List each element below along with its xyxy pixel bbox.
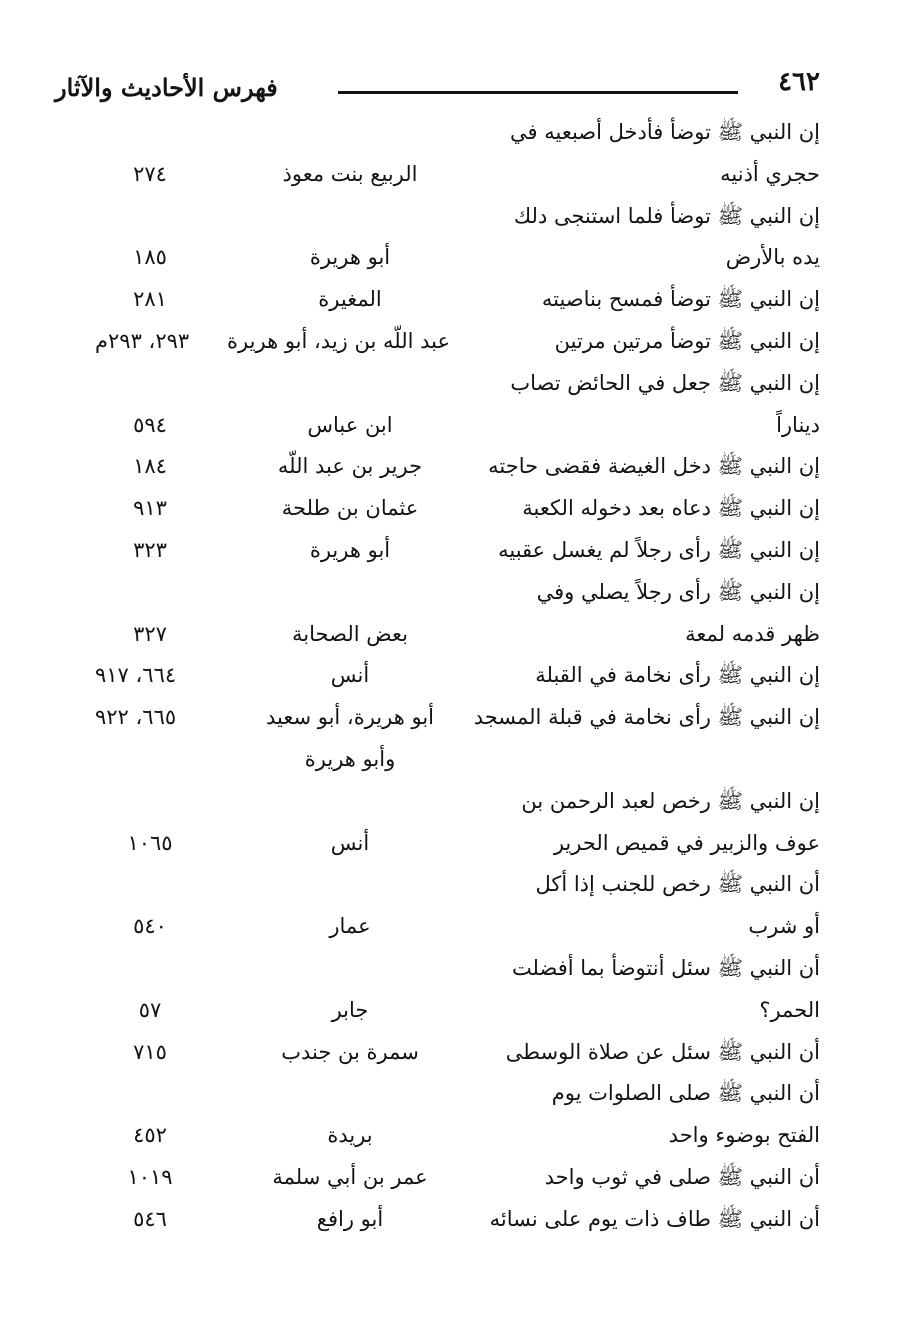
- index-entry-row: [95, 112, 820, 154]
- page-reference: ٤٥٢: [133, 1123, 167, 1148]
- index-entry-row: [95, 363, 820, 405]
- narrator-name: أبو هريرة: [309, 537, 391, 562]
- index-entry-row: [95, 405, 820, 447]
- page-reference: ٥٤٦: [133, 1206, 167, 1231]
- narrator-name: ابن عباس: [307, 412, 393, 437]
- page-reference: ١٠١٩: [127, 1164, 173, 1189]
- page-reference: ٢٧٤: [133, 161, 167, 186]
- narrator-name: أبو هريرة: [309, 245, 391, 270]
- hadith-text: ظهر قدمه لمعة: [685, 621, 820, 646]
- index-entry-row: [95, 1199, 820, 1241]
- hadith-text: أن النبي ﷺ سئل عن صلاة الوسطى: [505, 1039, 820, 1064]
- hadith-text: إن النبي ﷺ رخص لعبد الرحمن بن: [521, 788, 820, 813]
- hadith-text: إن النبي ﷺ رأى نخامة في القبلة: [535, 663, 820, 688]
- page-reference: ٥٩٤: [133, 412, 167, 437]
- hadith-text: إن النبي ﷺ رأى رجلاً لم يغسل عقبيه: [498, 537, 820, 562]
- hadith-text: يده بالأرض: [725, 245, 820, 270]
- hadith-text: أن النبي ﷺ صلى في ثوب واحد: [544, 1164, 820, 1189]
- page-reference: ٥٧: [138, 997, 162, 1022]
- index-entry-row: [95, 572, 820, 614]
- hadith-text: إن النبي ﷺ توضأ فلما استنجى دلك: [513, 203, 820, 228]
- index-entry-row: [95, 823, 820, 865]
- index-entry-row: [95, 237, 820, 279]
- hadith-text: أن النبي ﷺ رخص للجنب إذا أكل: [535, 872, 820, 897]
- index-entry-row: [95, 488, 820, 530]
- index-entry-row: [95, 697, 820, 739]
- page-reference: ٣٢٧: [133, 621, 167, 646]
- index-entry-row: [95, 279, 820, 321]
- index-entry-row: [95, 906, 820, 948]
- narrator-name: المغيرة: [318, 287, 382, 312]
- header-rule: [338, 91, 738, 94]
- page-reference: ٦٦٤، ٩١٧: [95, 663, 177, 688]
- page-reference: ٦٦٥، ٩٢٢: [95, 705, 177, 730]
- narrator-name: عمار: [329, 914, 371, 939]
- narrator-name: بعض الصحابة: [292, 621, 408, 646]
- hadith-text: إن النبي ﷺ جعل في الحائض تصاب: [510, 370, 820, 395]
- index-entry-row: [95, 948, 820, 990]
- index-entry-row: [95, 530, 820, 572]
- narrator-name: الربيع بنت معوذ: [282, 161, 418, 186]
- narrator-name: أنس: [330, 663, 370, 688]
- page-reference: ١٨٥: [133, 245, 167, 270]
- page-reference: ١٨٤: [133, 454, 167, 479]
- page-header: [55, 62, 820, 110]
- hadith-text: أو شرب: [748, 914, 820, 939]
- narrator-name: أنس: [330, 830, 370, 855]
- hadith-text: إن النبي ﷺ دعاه بعد دخوله الكعبة: [522, 496, 820, 521]
- page-reference: ٢٩٣، ٢٩٣م: [95, 328, 190, 353]
- page-reference: ٣٢٣: [133, 537, 167, 562]
- index-entry-row: [95, 739, 820, 781]
- hadith-text: الحمر؟: [759, 997, 820, 1022]
- index-entry-row: [95, 781, 820, 823]
- hadith-text: أن النبي ﷺ صلى الصلوات يوم: [551, 1081, 820, 1106]
- index-entry-row: [95, 1115, 820, 1157]
- index-entry-row: [95, 864, 820, 906]
- hadith-text: الفتح بوضوء واحد: [668, 1123, 820, 1148]
- hadith-text: حجري أذنيه: [720, 161, 820, 186]
- index-entry-row: [95, 1032, 820, 1074]
- hadith-text: إن النبي ﷺ دخل الغيضة فقضى حاجته: [488, 454, 820, 479]
- hadith-text: إن النبي ﷺ توضأ فمسح بناصيته: [541, 287, 820, 312]
- page-reference: ٩١٣: [133, 496, 167, 521]
- narrator-name: سمرة بن جندب: [281, 1039, 419, 1064]
- page-reference: ٥٤٠: [133, 914, 167, 939]
- narrator-name: بريدة: [327, 1123, 373, 1148]
- narrator-name: عثمان بن طلحة: [281, 496, 419, 521]
- narrator-name: عمر بن أبي سلمة: [272, 1164, 428, 1189]
- page-title: فهرس الأحاديث والآثار: [55, 73, 278, 102]
- index-entry-row: [95, 1157, 820, 1199]
- hadith-text: أن النبي ﷺ طاف ذات يوم على نسائه: [489, 1206, 820, 1231]
- narrator-name: جابر: [331, 997, 369, 1022]
- hadith-text: إن النبي ﷺ توضأ مرتين مرتين: [554, 328, 820, 353]
- index-entry-row: [95, 321, 820, 363]
- hadith-text: إن النبي ﷺ رأى رجلاً يصلي وفي: [536, 579, 820, 604]
- narrator-name: وأبو هريرة: [304, 746, 396, 771]
- page-reference: ١٠٦٥: [127, 830, 173, 855]
- narrator-name: جرير بن عبد اللّه: [277, 454, 423, 479]
- hadith-text: إن النبي ﷺ توضأ فأدخل أصبعيه في: [510, 120, 820, 144]
- hadith-text: عوف والزبير في قميص الحرير: [553, 830, 820, 855]
- page-number: ٤٦٢: [778, 67, 820, 97]
- index-entry-row: [95, 655, 820, 697]
- index-entry-row: [95, 990, 820, 1032]
- hadith-text: إن النبي ﷺ رأى نخامة في قبلة المسجد: [473, 705, 820, 730]
- hadith-text: أن النبي ﷺ سئل أنتوضأ بما أفضلت: [511, 955, 820, 980]
- hadith-text: ديناراً: [776, 412, 820, 437]
- page-reference: ٢٨١: [133, 287, 167, 312]
- index-entry-row: [95, 154, 820, 196]
- narrator-name: عبد اللّه بن زيد، أبو هريرة: [227, 328, 450, 353]
- index-entry-row: [95, 196, 820, 238]
- index-entry-row: [95, 614, 820, 656]
- index-entry-row: [95, 446, 820, 488]
- narrator-name: أبو رافع: [316, 1206, 384, 1231]
- page-reference: ٧١٥: [133, 1039, 167, 1064]
- hadith-index-table: [95, 112, 820, 1241]
- narrator-name: أبو هريرة، أبو سعيد: [265, 705, 435, 730]
- index-entry-row: [95, 1073, 820, 1115]
